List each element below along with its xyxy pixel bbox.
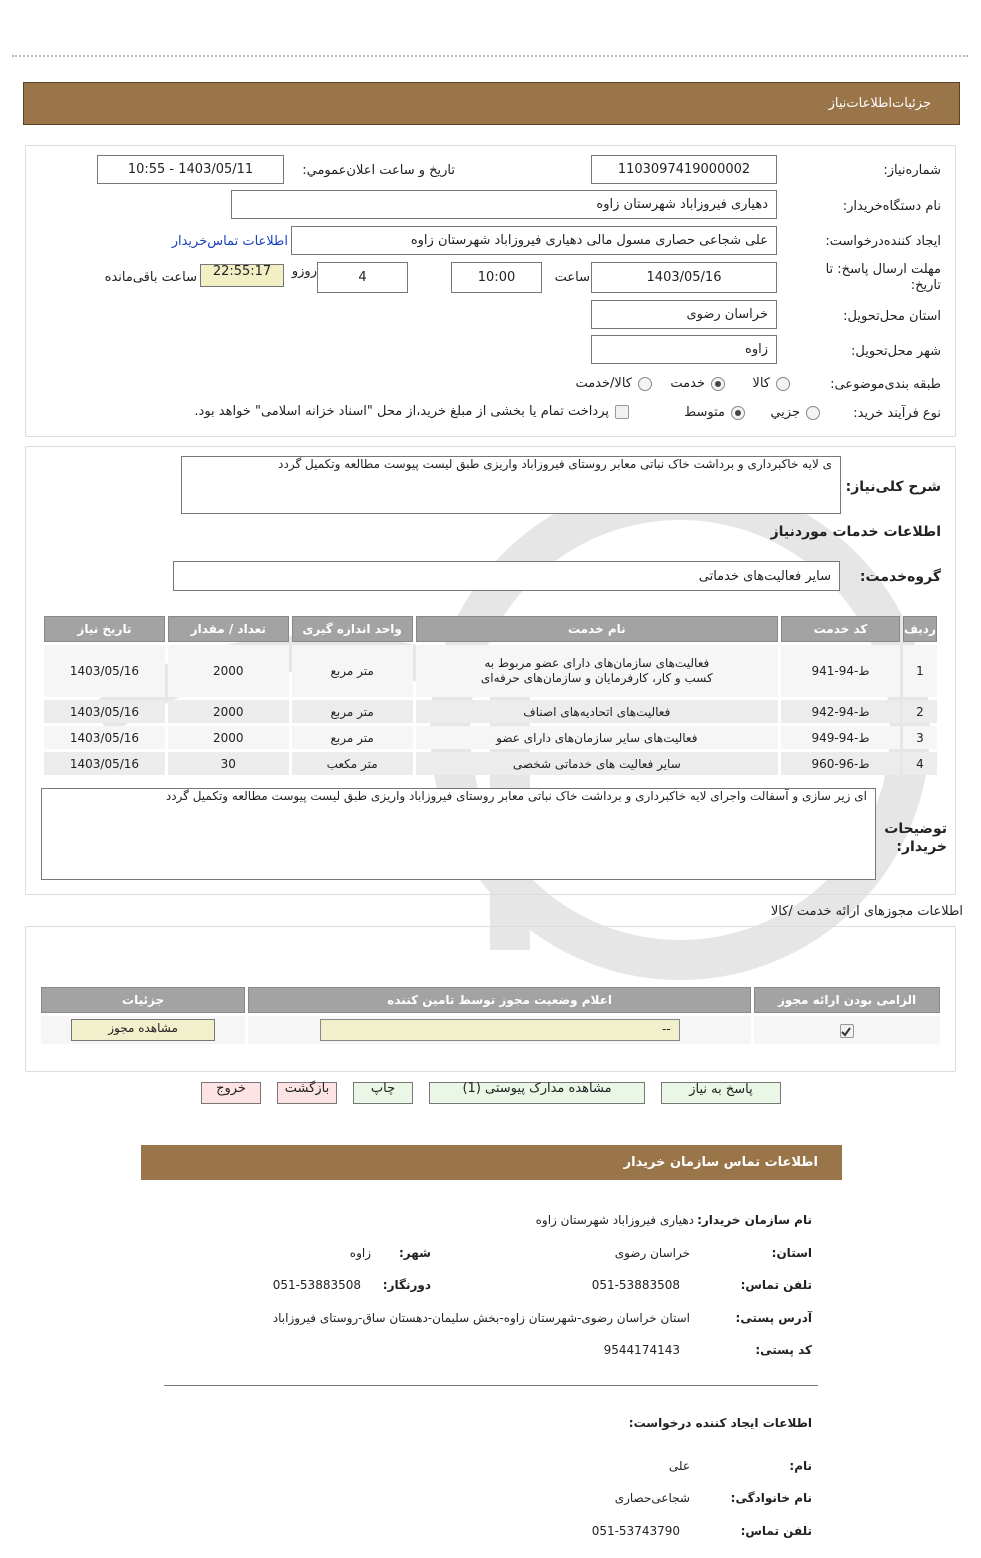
need-number-label: شماره‌نیاز: (883, 163, 941, 178)
contact-org-label: نام سازمان خريدار: (697, 1213, 812, 1227)
category-option-service[interactable]: خدمت (670, 376, 725, 391)
top-divider (12, 55, 968, 57)
contact-title: اطلاعات تماس سازمان خريدار (623, 1155, 818, 1170)
contact-phone: 051-53883508 (591, 1278, 680, 1292)
licenses-heading: اطلاعات مجوزهای ارائه خدمت /کالا (770, 904, 963, 919)
creator-first-name: علی (668, 1459, 690, 1473)
contact-province-label: استان: (771, 1246, 812, 1260)
back-button[interactable]: بازگشت (277, 1082, 337, 1104)
process-minor-radio[interactable] (806, 406, 820, 420)
process-medium-radio[interactable] (731, 406, 745, 420)
creator-field: علی شجاعی حصاری مسول مالی دهیاری فیروزاباد شهرستان زاوه (291, 226, 777, 255)
deadline-date-field: 1403/05/16 (591, 262, 777, 293)
buyer-notes-field: ای زیر سازی و آسفالت واجرای لایه خاکبرداری و برداشت خاک نباتی معابر روستای فیروزاباد واریزی طبق لیست پیوست مطالعه وتکمیل گردد (41, 788, 876, 880)
col-license-status: اعلام وضعيت مجوز توسط تامين کننده (248, 987, 751, 1013)
licenses-header-row (41, 987, 940, 1013)
creator-last-name-label: نام خانوادگی: (730, 1491, 812, 1505)
contact-address: استان خراسان رضوی-شهرستان زاوه-بخش سلیمان-دهستان ساق-روستای فیروزاباد (272, 1311, 690, 1325)
city-field: زاوه (591, 335, 777, 364)
view-attachments-button[interactable]: مشاهده مدارک پيوستی (1) (429, 1082, 645, 1104)
col-service-name: نام خدمت (416, 616, 779, 642)
contact-address-label: آدرس پستی: (735, 1311, 812, 1325)
deadline-label: مهلت ارسال پاسخ: تا تاريخ: (825, 262, 941, 293)
exit-button[interactable]: خروج (201, 1082, 261, 1104)
col-license-required: الزامی بودن ارائه مجوز (754, 987, 940, 1013)
contact-postal: 9544174143 (603, 1343, 680, 1357)
page-title: جزئیات‌اطلاعات‌نیاز (828, 96, 931, 111)
license-required-checkbox[interactable] (840, 1024, 854, 1038)
contact-city: زاوه (349, 1246, 371, 1260)
services-header-row (44, 616, 937, 642)
contact-city-label: شهر: (399, 1246, 431, 1260)
services-heading: اطلاعات خدمات موردنياز (770, 524, 941, 540)
city-label: شهر محل‌تحويل: (851, 344, 941, 359)
contact-phone-label: تلفن تماس: (740, 1278, 812, 1292)
category-goods-radio[interactable] (776, 377, 790, 391)
col-unit: واحد اندازه گيری (292, 616, 413, 642)
days-label: روزو (291, 264, 317, 279)
need-number-field: 1103097419000002 (591, 155, 777, 184)
contact-fax: 051-53883508 (272, 1278, 361, 1292)
view-license-button[interactable]: مشاهده مجوز (71, 1019, 215, 1041)
creator-first-name-label: نام: (789, 1459, 812, 1473)
col-service-code: کد خدمت (781, 616, 900, 642)
announce-datetime-field: 1403/05/11 - 10:55 (97, 155, 284, 184)
creator-info-heading: اطلاعات ايجاد کننده درخواست: (628, 1416, 812, 1430)
buyer-notes-label: توضيحات خريدار: (884, 821, 947, 855)
contact-header (141, 1145, 842, 1180)
creator-phone: 051-53743790 (591, 1524, 680, 1538)
description-field: ی لایه خاکبرداری و برداشت خاک نباتی معابر روستای فیروزاباد واریزی طبق لیست پیوست مطالعه وتکمیل گردد (181, 456, 841, 514)
license-status-field[interactable]: -- (320, 1019, 680, 1041)
check-icon (839, 1025, 853, 1039)
treasury-payment-checkbox[interactable] (615, 405, 629, 419)
buyer-org-field: دهیاری فیروزاباد شهرستان زاوه (231, 190, 777, 219)
col-license-details: جزئيات (41, 987, 245, 1013)
col-row-number: رديف (903, 616, 937, 642)
creator-last-name: شجاعی‌حصاری (614, 1491, 690, 1505)
table-row: 4 ط-96-960 سایر فعالیت های خدماتی شخصی متر مکعب 30 1403/05/16 (44, 752, 937, 775)
contact-postal-label: کد پستی: (755, 1343, 812, 1357)
buyer-org-label: نام دستگاه‌خريدار: (842, 199, 941, 214)
announce-datetime-label: تاريخ و ساعت اعلان‌عمومي: (302, 163, 455, 178)
category-label: طبقه بندی‌موضوعی: (830, 377, 941, 392)
treasury-payment-option[interactable]: پرداخت تمام يا بخشی از مبلغ خريد،از محل "اسناد خزانه اسلامی" خواهد بود. (194, 404, 629, 419)
licenses-table (38, 984, 943, 1047)
service-group-field: سایر فعالیت‌های خدماتی (173, 561, 840, 591)
deadline-time-label: ساعت (554, 270, 590, 285)
contact-divider (164, 1385, 818, 1386)
contact-fax-label: دورنگار: (382, 1278, 431, 1292)
buyer-contact-link[interactable]: اطلاعات تماس‌خريدار (171, 234, 288, 249)
page-header (23, 82, 960, 125)
remaining-time-field: 22:55:17 (200, 264, 284, 287)
contact-org: دهیاری فیروزاباد شهرستان زاوه (535, 1213, 694, 1227)
category-option-both[interactable]: کالا/خدمت (575, 376, 652, 391)
deadline-time-field: 10:00 (451, 262, 542, 293)
process-label: نوع فرآيند خريد: (853, 406, 941, 421)
col-quantity: تعداد / مقدار (168, 616, 289, 642)
service-group-label: گروه‌خدمت: (859, 569, 941, 585)
province-field: خراسان رضوی (591, 300, 777, 329)
services-table (41, 613, 940, 778)
contact-province: خراسان رضوی (614, 1246, 690, 1260)
print-button[interactable]: چاپ (353, 1082, 413, 1104)
category-service-radio[interactable] (711, 377, 725, 391)
category-option-goods[interactable]: کالا (752, 376, 790, 391)
description-label: شرح کلی‌نياز: (845, 479, 941, 495)
table-row: 2 ط-94-942 فعالیت‌های اتحادیه‌های اصناف متر مربع 2000 1403/05/16 (44, 700, 937, 723)
reply-button[interactable]: پاسخ به نياز (661, 1082, 781, 1104)
col-need-date: تاريخ نياز (44, 616, 165, 642)
process-option-minor[interactable]: جزيي (770, 405, 820, 420)
days-field: 4 (317, 262, 408, 293)
table-row (41, 1016, 940, 1044)
process-option-medium[interactable]: متوسط (684, 405, 745, 420)
creator-phone-label: تلفن تماس: (740, 1524, 812, 1538)
table-row: 3 ط-94-949 فعالیت‌های سایر سازمان‌های دارای عضو متر مربع 2000 1403/05/16 (44, 726, 937, 749)
creator-label: ايجاد کننده‌درخواست: (825, 234, 941, 249)
category-both-radio[interactable] (638, 377, 652, 391)
remaining-label: ساعت باقی‌مانده (104, 270, 197, 285)
table-row: 1 ط-94-941 فعالیت‌های سازمان‌های دارای عضو مربوط به کسب و کار، کارفرمایان و سازمان‌های حرفه‌ای متر مربع 2000 1403/05/16 (44, 645, 937, 697)
province-label: استان محل‌تحويل: (843, 309, 941, 324)
